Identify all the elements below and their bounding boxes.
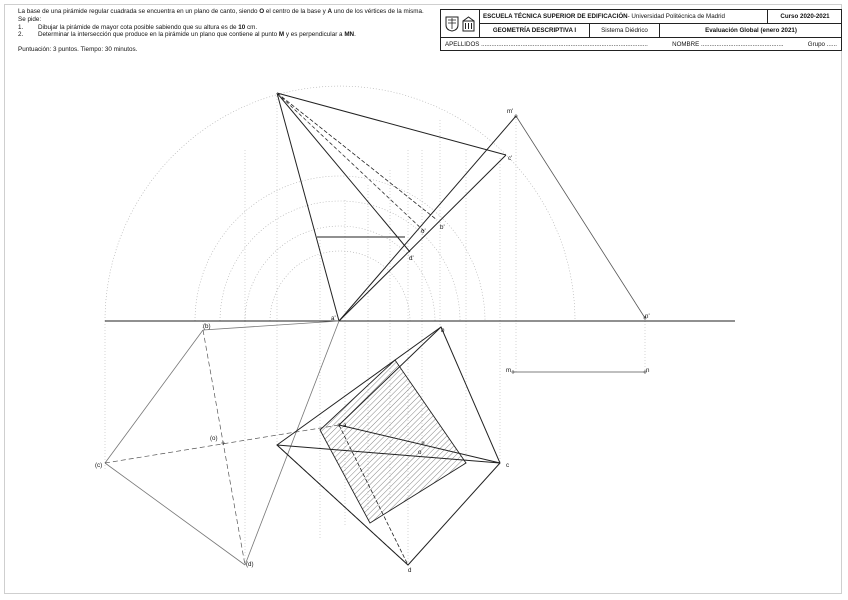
construction-arc — [105, 86, 575, 321]
construction-arc — [220, 201, 460, 321]
statement-segment-mn: MN — [344, 31, 355, 39]
line-mn-elevation — [516, 116, 645, 318]
label-m-prime: m' — [507, 108, 514, 115]
edge-vc — [277, 93, 506, 155]
school-name: ESCUELA TÉCNICA SUPERIOR DE EDIFICACIÓN — [483, 13, 628, 20]
course-year: Curso 2020-2021 — [767, 10, 842, 24]
university-name: - Universidad Politécnica de Madrid — [627, 13, 725, 20]
statement-text: La base de una pirámide regular cuadrada se encuentra en un plano de canto, siendo — [18, 8, 260, 15]
exam-name: Evaluación Global (enero 2021) — [659, 24, 842, 38]
statement-text: el centro de la base y — [264, 8, 328, 15]
name-field[interactable]: NOMBRE ................................................ — [672, 41, 784, 48]
statement-text: cm. — [245, 23, 258, 31]
axis-helper — [277, 93, 425, 232]
section-polygon — [320, 360, 466, 523]
hidden-edge-vb — [277, 93, 437, 220]
statement-text: Determinar la intersección que produce en la pirámide un plano que contiene al punto — [38, 31, 279, 39]
surnames-field[interactable]: APELLIDOS ................................................................................................. — [445, 41, 648, 48]
label-d-rotated: (d) — [246, 561, 254, 568]
label-a: a — [343, 422, 347, 429]
rotated-diagonal — [203, 330, 245, 565]
subject-name: GEOMETRÍA DESCRIPTIVA I — [480, 24, 589, 38]
score-text: Puntuación: 3 puntos. Tiempo: 30 minutos. — [18, 46, 138, 54]
rotated-diagonal — [105, 425, 339, 463]
label-a-prime: a' — [331, 315, 336, 322]
label-d-prime: d' — [409, 255, 414, 262]
section-plane-trace — [339, 116, 516, 321]
label-b-rotated: (b) — [203, 323, 211, 330]
construction-arc — [195, 176, 485, 321]
label-o: o — [418, 449, 422, 456]
label-c: c — [506, 462, 510, 469]
construction-arc — [245, 226, 435, 321]
point-marks — [221, 114, 647, 445]
rotated-edge — [105, 330, 203, 463]
statement-text: Dibujar la pirámide de mayor cota posible sabiendo que su altura es de — [38, 23, 239, 31]
rotated-edge — [203, 321, 339, 330]
statement-text: uno de los vértices de la misma. Se pide: — [18, 8, 424, 23]
construction-arc — [270, 251, 410, 321]
rotated-edge — [245, 321, 339, 565]
label-m: m — [506, 367, 512, 374]
system-name: Sistema Diédrico — [589, 24, 659, 38]
label-o-rotated: (o) — [210, 435, 218, 442]
label-b-prime: b' — [440, 224, 445, 231]
edge-vd — [277, 93, 410, 252]
label-d: d — [408, 567, 412, 574]
construction-arcs — [105, 86, 575, 321]
base-trace — [339, 155, 506, 321]
item-number: 1. — [18, 23, 24, 31]
item-number: 2. — [18, 31, 24, 39]
rotated-edge — [105, 463, 245, 565]
statement-text: . — [354, 31, 356, 39]
edge-va — [277, 93, 339, 321]
label-o-prime: o' — [421, 228, 426, 235]
label-c-prime: c' — [508, 155, 513, 162]
label-b: b — [441, 327, 445, 334]
statement-text: y es perpendicular a — [284, 31, 345, 39]
point-mark — [221, 441, 225, 445]
elevation-hidden — [277, 93, 437, 232]
group-field[interactable]: Grupo ...... — [807, 41, 837, 48]
statement-point-o: O — [259, 8, 265, 15]
label-n: n — [646, 367, 650, 374]
statement-point-m: M — [278, 31, 285, 39]
label-n-prime: n' — [645, 313, 650, 320]
point-mark — [511, 370, 515, 374]
statement-height: 10 — [238, 23, 246, 31]
label-c-rotated: (c) — [95, 462, 103, 469]
statement-point-a: A — [327, 8, 333, 15]
